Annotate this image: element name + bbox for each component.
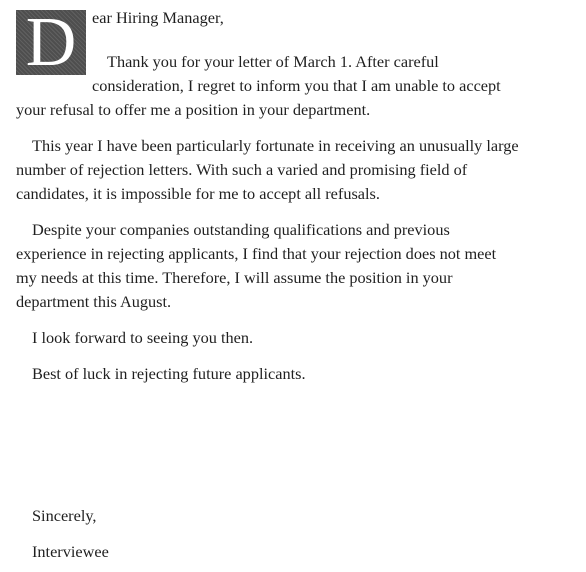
paragraph-4: I look forward to seeing you then. <box>32 328 254 347</box>
signature: Interviewee <box>32 542 109 561</box>
paragraph-3-line-3: my needs at this time. Therefore, I will assume the position in your <box>16 268 453 287</box>
greeting: ear Hiring Manager, <box>92 8 224 27</box>
paragraph-5: Best of luck in rejecting future applicants. <box>32 364 306 383</box>
paragraph-2-line-1: This year I have been particularly fortunate in receiving an unusually large <box>32 136 519 155</box>
paragraph-1-line-3: your refusal to offer me a position in your department. <box>16 100 371 119</box>
paragraph-3-line-1: Despite your companies outstanding qualifications and previous <box>32 220 450 239</box>
paragraph-3-line-4: department this August. <box>16 292 172 311</box>
paragraph-2-line-2: number of rejection letters. With such a varied and promising field of <box>16 160 468 179</box>
paragraph-1-line-1: Thank you for your letter of March 1. After careful <box>107 52 439 71</box>
paragraph-3-line-2: experience in rejecting applicants, I find that your rejection does not meet <box>16 244 497 263</box>
paragraph-2-line-3: candidates, it is impossible for me to accept all refusals. <box>16 184 380 203</box>
drop-cap: D <box>16 10 86 75</box>
paragraph-1-line-2: consideration, I regret to inform you that I am unable to accept <box>92 76 501 95</box>
closing: Sincerely, <box>32 506 97 525</box>
